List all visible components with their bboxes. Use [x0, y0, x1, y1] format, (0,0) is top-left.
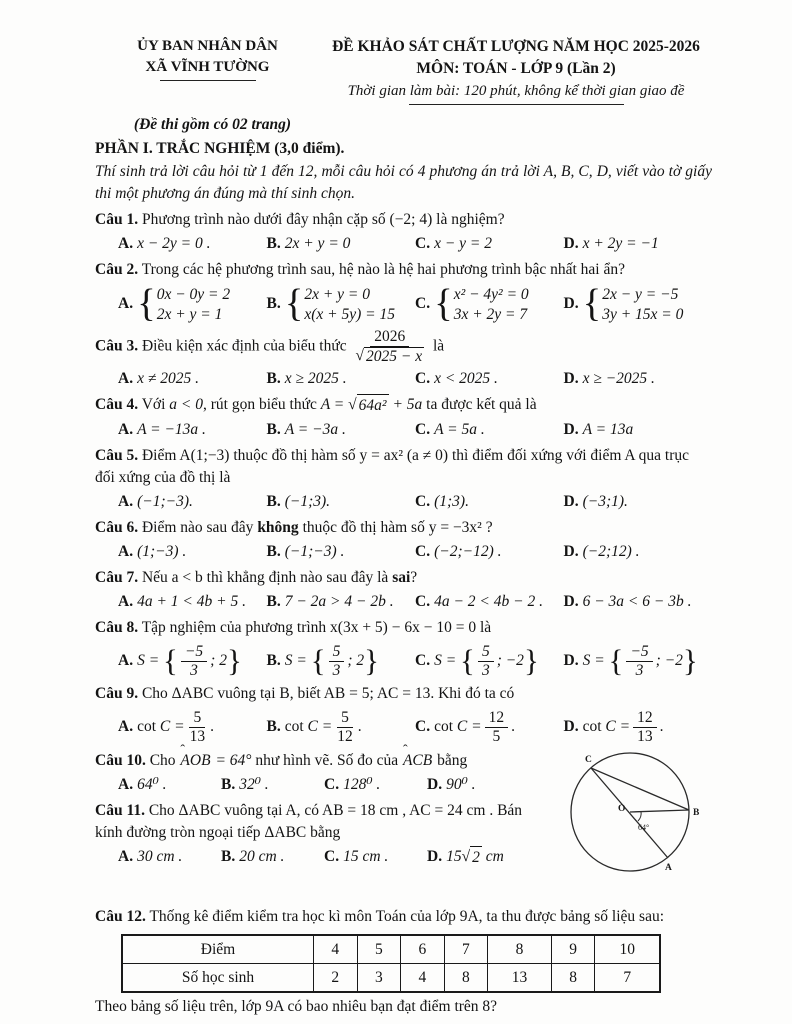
question-7: Câu 7. Nếu a < b thì khẳng định nào sau đây là sai? [95, 568, 418, 586]
exam-title-block [320, 36, 712, 105]
question-7-label: Câu 7. [95, 568, 139, 586]
question-4-label: Câu 4. [95, 395, 139, 413]
option-1b: B. 2x + y = 0 [266, 235, 351, 253]
table-row-scores: Điểm 4 5 6 7 8 9 10 [122, 935, 660, 964]
question-8-options [118, 643, 712, 680]
figure-label-o: O [618, 804, 626, 814]
option-11b: B. 20 cm . [221, 848, 285, 865]
option-5c: C. (1;3). [415, 492, 469, 510]
option-9c: C. cot C = $\frac{12}{5}$ . [415, 709, 515, 746]
option-4b: B. A = −3a . [266, 420, 346, 438]
question-9-label: Câu 9. [95, 685, 139, 703]
option-7c: C. 4a − 2 < 4b − 2 . [415, 592, 543, 610]
question-3-text: Điều kiện xác định của biểu thức [141, 337, 347, 355]
section-heading: PHẦN I. TRẮC NGHIỆM (3,0 điểm). [95, 140, 345, 158]
question-2-options [118, 282, 712, 326]
angle-acb: ˆ ACB [402, 750, 433, 772]
option-2a: A. { 0x − 0y = 2 2x + y = 1 [118, 282, 231, 326]
exam-title: ĐỀ KHẢO SÁT CHẤT LƯỢNG NĂM HỌC 2025-2026 [332, 38, 700, 55]
option-3d: D. x ≥ −2025 . [563, 369, 655, 387]
option-6a: A. (1;−3) . [118, 542, 187, 560]
option-6c: C. (−2;−12) . [415, 542, 502, 560]
option-10a: A. 64⁰ . [118, 776, 167, 793]
question-11-label: Câu 11. [95, 802, 145, 819]
option-8a: A. S = { $\frac{-5}{3}$ ; 2} [118, 642, 242, 679]
figure-label-c: C [585, 755, 592, 765]
time-note: Thời gian làm bài: 120 phút, không kể thời gian giao đề [347, 83, 685, 100]
option-11a: A. 30 cm . [118, 848, 183, 865]
question-9-text: Cho ΔABC vuông tại B, biết AB = 5; AC = 13. Khi đó ta có [141, 685, 515, 703]
option-1a: A. x − 2y = 0 . [118, 235, 211, 253]
exam-subject: MÔN: TOÁN - LỚP 9 (Lần 2) [416, 59, 616, 77]
question-8-text: Tập nghiệm của phương trình x(3x + 5) − 6x − 10 = 0 là [141, 618, 492, 636]
option-2b: B. { 2x + y = 0 x(x + 5y) = 15 [266, 282, 395, 326]
option-4a: A. A = −13a . [118, 420, 206, 438]
instructions: Thí sinh trả lời câu hỏi từ 1 đến 12, mỗi câu hỏi có 4 phương án trả lời A, B, C, D, viết vào tờ giấy thi một phương án đúng mà thí sinh chọn. [95, 163, 712, 203]
question-3-options [118, 368, 712, 390]
q7-bold-word: sai [392, 568, 411, 586]
question-5-label: Câu 5. [95, 446, 139, 464]
q6-bold-word: không [257, 518, 299, 536]
org-line1: ỦY BAN NHÂN DÂN [137, 38, 278, 54]
option-7d: D. 6 − 3a < 6 − 3b . [563, 592, 692, 610]
option-4c: C. A = 5a . [415, 420, 485, 438]
question-12-text: Thống kê điểm kiểm tra học kì môn Toán của lớp 9A, ta thu được bảng số liệu sau: [149, 908, 665, 925]
table-header-students: Số học sinh [122, 964, 314, 993]
figure-label-a: A [665, 863, 672, 873]
question-6-label: Câu 6. [95, 518, 139, 536]
question-12-footer: Theo bảng số liệu trên, lớp 9A có bao nhiêu bạn đạt điểm trên 8? [95, 998, 498, 1015]
question-6-options [118, 541, 712, 563]
option-3b: B. x ≥ 2025 . [266, 369, 347, 387]
figure-angle-label: 64° [638, 823, 650, 832]
question-3 [95, 328, 712, 366]
question-8 [95, 617, 712, 639]
question-11-text: Cho ΔABC vuông tại A, có AB = 18 cm , AC = 24 cm . Bán kính đường tròn ngoại tiếp ΔABC bằng [95, 802, 523, 841]
option-10c: C. 128⁰ . [324, 776, 381, 793]
question-2-label: Câu 2. [95, 261, 139, 279]
option-3a: A. x ≠ 2025 . [118, 369, 199, 387]
table-row-students: Số học sinh 2 3 4 8 13 8 7 [122, 964, 660, 993]
question-7-options [118, 591, 712, 613]
option-2d: D. { 2x − y = −5 3y + 15x = 0 [563, 282, 684, 326]
option-5a: A. (−1;−3). [118, 492, 193, 510]
question-2 [95, 259, 712, 281]
option-8c: C. S = { $\frac{5}{3}$ ; −2} [415, 642, 539, 679]
question-5-text: Điểm A(1;−3) thuộc đồ thị hàm số y = ax² (a ≠ 0) thì điểm đối xứng với điểm A qua trục đối xứng của đồ thị là [95, 446, 689, 486]
option-1c: C. x − y = 2 [415, 235, 493, 253]
question-2-text: Trong các hệ phương trình sau, hệ nào là hệ hai phương trình bậc nhất hai ẩn? [141, 261, 625, 279]
option-8d: D. S = { $\frac{-5}{3}$ ; −2} [563, 642, 698, 679]
question-8-label: Câu 8. [95, 618, 139, 636]
question-9 [95, 683, 712, 705]
table-header-score: Điểm [122, 935, 314, 964]
figure-label-b: B [693, 808, 700, 818]
question-12 [95, 906, 712, 928]
question-4: Câu 4. Với a < 0, rút gọn biểu thức A = √ 64a² + 5a ta được kết quả là [95, 394, 712, 417]
question-10-label: Câu 10. [95, 752, 146, 769]
option-9d: D. cot C = $\frac{12}{13}$ . [563, 709, 664, 746]
question-1-text: Phương trình nào dưới đây nhận cặp số (−2; 4) là nghiệm? [141, 211, 505, 229]
option-9b: B. cot C = $\frac{5}{12}$ . [266, 709, 362, 746]
option-8b: B. S = { $\frac{5}{3}$ ; 2} [266, 642, 380, 679]
question-1-options [118, 233, 712, 255]
scores-table [121, 934, 661, 993]
option-7a: A. 4a + 1 < 4b + 5 . [118, 592, 246, 610]
question-6: Câu 6. Điểm nào sau đây không thuộc đồ thị hàm số y = −3x² ? [95, 518, 493, 536]
circle-diagram-icon [540, 740, 720, 882]
option-6b: B. (−1;−3) . [266, 542, 345, 560]
option-7b: B. 7 − 2a > 4 − 2b . [266, 592, 394, 610]
q4-sqrt: √ 64a² [348, 394, 388, 417]
question-10-11-region [95, 750, 712, 884]
question-5 [95, 445, 712, 489]
circle-figure [540, 740, 720, 882]
org-underline [160, 80, 256, 81]
question-12-label: Câu 12. [95, 908, 146, 925]
q3-fraction: 2026 √ 2025 − x [355, 328, 423, 365]
option-10d: D. 90⁰ . [427, 776, 476, 793]
option-11d: D. 15 √ 2 cm [427, 846, 530, 869]
pages-note: (Đề thi gồm có 02 trang) [133, 116, 292, 134]
org-line2: XÃ VĨNH TƯỜNG [145, 59, 270, 75]
option-5b: B. (−1;3). [266, 492, 331, 510]
option-1d: D. x + 2y = −1 [563, 235, 659, 253]
question-10-options [118, 774, 530, 796]
angle-aob: ˆ AOB [179, 750, 211, 772]
option-11c: C. 15 cm . [324, 848, 389, 865]
option-6d: D. (−2;12) . [563, 542, 640, 560]
option-5d: D. (−3;1). [563, 492, 628, 510]
question-11-options [118, 846, 530, 869]
question-1-label: Câu 1. [95, 211, 139, 229]
option-9a: A. cot C = $\frac{5}{13}$ . [118, 709, 214, 746]
option-10b: B. 32⁰ . [221, 776, 269, 793]
question-3-text-after: là [432, 337, 445, 355]
question-4-options [118, 419, 712, 441]
issuing-authority [95, 36, 320, 105]
question-5-options [118, 491, 712, 513]
question-9-options [118, 709, 712, 746]
header [95, 36, 712, 105]
option-2c: C. { x² − 4y² = 0 3x + 2y = 7 [415, 282, 529, 326]
question-3-label: Câu 3. [95, 337, 139, 355]
option-3c: C. x < 2025 . [415, 369, 498, 387]
option-4d: D. A = 13a [563, 420, 634, 438]
question-1 [95, 209, 712, 231]
question-10: Câu 10. Cho ˆ AOB = 64° như hình vẽ. Số đo của ˆ ACB bằng [95, 750, 712, 772]
time-underline [409, 104, 624, 105]
